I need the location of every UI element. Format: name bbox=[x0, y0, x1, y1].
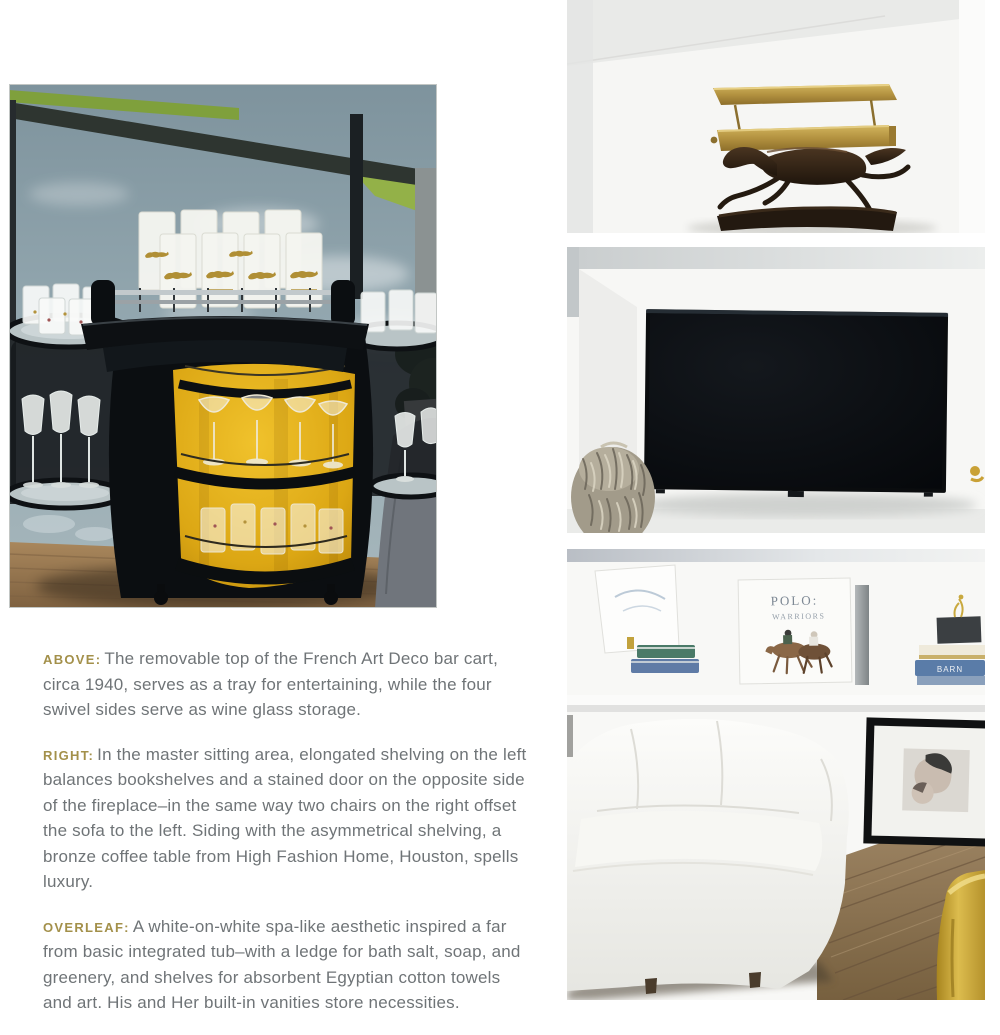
caption-overleaf-text: A white-on-white spa-like aesthetic inspired a far from basic integrated tub–with a ledge for bath salt, soap, and greenery, and shelves for absorbent Egyptian cotton towels and art. His and Her built-in vanities store necessities. bbox=[43, 916, 521, 1012]
caption-block bbox=[43, 646, 527, 1035]
caption-overleaf-label: OVERLEAF: bbox=[43, 919, 130, 935]
polo-book-subtitle: WARRIORS bbox=[772, 611, 826, 622]
tv-photo bbox=[567, 247, 985, 533]
wine-glasses bbox=[22, 391, 100, 488]
white-sofa bbox=[567, 719, 849, 1000]
caption-overleaf bbox=[43, 914, 527, 1016]
caption-above-text: The removable top of the French Art Deco bar cart, circa 1940, serves as a tray for entertaining, while the four swivel sides serve as wine glass storage. bbox=[43, 649, 498, 719]
caption-right-text: In the master sitting area, elongated shelving on the left balances bookshelves and a stained door on the opposite side of the fireplace–in the same way two chairs on the right offset the sofa to the left. Siding with the asymmetrical shelving, a bronze coffee table from High Fashion Home, Houston, spells luxury. bbox=[43, 744, 527, 891]
bar-cart-photo bbox=[9, 84, 437, 608]
right-tumblers bbox=[361, 290, 437, 333]
left-book-stack bbox=[631, 645, 699, 673]
tv-mount-tab bbox=[788, 491, 804, 497]
horse-sculpture-photo bbox=[567, 0, 985, 233]
barn-book-spine: BARN bbox=[936, 665, 964, 674]
niche-partition bbox=[855, 585, 869, 685]
leaning-artwork bbox=[595, 565, 679, 653]
shelf-edge bbox=[567, 695, 985, 705]
caption-above-label: ABOVE: bbox=[43, 652, 102, 667]
tv-photo-art bbox=[567, 247, 985, 533]
polo-book bbox=[738, 578, 852, 684]
gold-object bbox=[627, 637, 634, 649]
bar-cart-photo-art bbox=[9, 84, 437, 608]
bookshelf-sofa-art bbox=[567, 549, 985, 1000]
framed-photo bbox=[863, 717, 985, 847]
caption-above bbox=[43, 646, 527, 723]
horse-sculpture-art bbox=[567, 0, 985, 233]
polo-book-title: POLO: bbox=[770, 592, 819, 609]
caption-right-label: RIGHT: bbox=[43, 747, 95, 763]
tv bbox=[644, 309, 948, 499]
caption-right bbox=[43, 742, 527, 895]
bookshelf-sofa-photo bbox=[567, 549, 985, 1000]
